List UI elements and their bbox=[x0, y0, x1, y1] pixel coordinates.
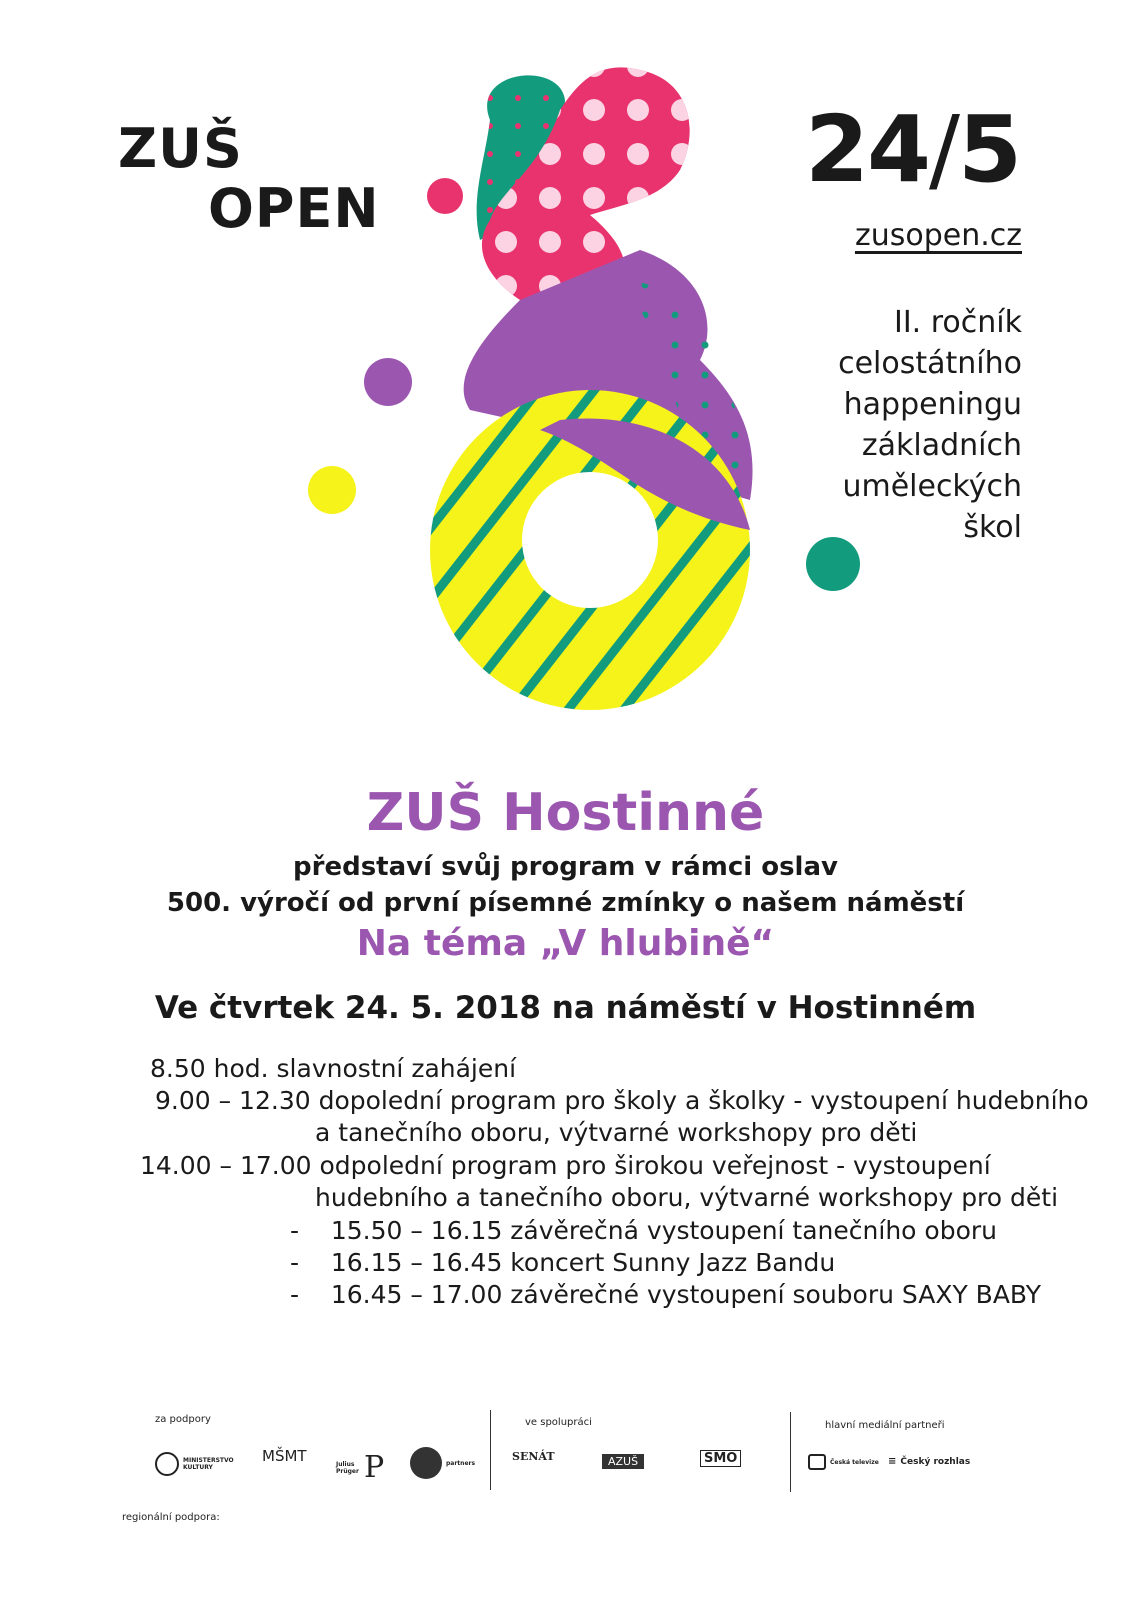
sub-program-item bbox=[290, 1279, 1041, 1311]
logo-zus-text: ZUŠ bbox=[118, 117, 243, 180]
program-continuation: a tanečního oboru, výtvarné workshopy pro děti bbox=[315, 1118, 918, 1147]
logo-cro-text: Český rozhlas bbox=[900, 1456, 971, 1467]
program-item bbox=[155, 1085, 1089, 1117]
intro-line-1: představí svůj program v rámci oslav bbox=[293, 852, 838, 882]
logo-ministry-culture bbox=[155, 1452, 245, 1476]
program-time: 8.50 hod. bbox=[150, 1054, 269, 1083]
cooperation-label: ve spolupráci bbox=[525, 1417, 592, 1428]
regional-support-label: regionální podpora: bbox=[122, 1512, 220, 1523]
sub-program-dash: - bbox=[290, 1248, 300, 1277]
logo-senat bbox=[512, 1450, 555, 1463]
logo-smo bbox=[700, 1450, 741, 1467]
logo-pruger-text: Julius Prüger bbox=[336, 1460, 359, 1475]
sub-program-item bbox=[290, 1247, 835, 1279]
sub-program-dash: - bbox=[290, 1280, 300, 1309]
logo-smo-text: SMO bbox=[700, 1450, 741, 1467]
event-date-slash: / bbox=[928, 96, 958, 203]
logo-azus bbox=[602, 1454, 644, 1469]
dot-purple bbox=[364, 358, 412, 406]
logo-open-text: OPEN bbox=[208, 177, 380, 240]
ct-mark-icon bbox=[808, 1454, 826, 1470]
subtitle bbox=[770, 302, 1022, 548]
partner-circle-icon bbox=[410, 1447, 442, 1479]
program-text: dopolední program pro školy a školky - vystoupení hudebního bbox=[318, 1086, 1089, 1115]
logo-cesky-rozhlas bbox=[888, 1456, 970, 1467]
sub-program-text: 15.50 – 16.15 závěrečná vystoupení tanečního oboru bbox=[330, 1216, 997, 1245]
logo-azus-text: AZUŠ bbox=[602, 1454, 644, 1469]
sub-program-text: 16.15 – 16.45 koncert Sunny Jazz Bandu bbox=[330, 1248, 836, 1277]
website-link[interactable]: zusopen.cz bbox=[854, 218, 1022, 253]
support-label: za podpory bbox=[155, 1414, 211, 1425]
pruger-p-icon: P bbox=[364, 1450, 385, 1485]
logo-ceska-televize bbox=[808, 1454, 879, 1470]
program-item bbox=[150, 1053, 516, 1085]
dot-yellow bbox=[308, 466, 356, 514]
intro-line-2: 500. výročí od první písemné zmínky o našem náměstí bbox=[166, 888, 965, 918]
logo-partner bbox=[410, 1447, 475, 1479]
program-continuation: hudebního a tanečního oboru, výtvarné workshopy pro děti bbox=[315, 1183, 1059, 1212]
school-name: ZUŠ Hostinné bbox=[366, 783, 765, 843]
subtitle-line: základních bbox=[861, 428, 1022, 463]
subtitle-line: škol bbox=[963, 510, 1022, 545]
sub-program-text: 16.45 – 17.00 závěrečné vystoupení souboru SAXY BABY bbox=[330, 1280, 1041, 1309]
event-date bbox=[790, 96, 1020, 203]
event-when: Ve čtvrtek 24. 5. 2018 na náměstí v Hostinném bbox=[154, 990, 977, 1026]
logo-ct-text: Česká televize bbox=[830, 1458, 879, 1466]
ministry-mark-icon bbox=[155, 1452, 179, 1476]
logo-senat-text: SENÁT bbox=[512, 1450, 555, 1463]
theme-title: Na téma „V hlubině“ bbox=[356, 923, 775, 964]
subtitle-line: uměleckých bbox=[842, 469, 1022, 504]
event-date-day: 24 bbox=[804, 96, 929, 203]
logo-msmt bbox=[262, 1447, 307, 1465]
media-label: hlavní mediální partneři bbox=[825, 1420, 945, 1431]
program-time: 9.00 – 12.30 bbox=[155, 1086, 311, 1115]
logo-pruger bbox=[336, 1450, 384, 1485]
ring-hole bbox=[522, 472, 658, 608]
program-time: 14.00 – 17.00 bbox=[140, 1151, 312, 1180]
cro-mark-icon: ≡ bbox=[888, 1456, 897, 1467]
subtitle-line: happeningu bbox=[843, 387, 1022, 422]
program-text: slavnostní zahájení bbox=[276, 1054, 517, 1083]
program-text: odpolední program pro širokou veřejnost - vystoupení bbox=[319, 1151, 991, 1180]
sub-program-dash: - bbox=[290, 1216, 300, 1245]
subtitle-line: celostátního bbox=[838, 346, 1022, 381]
event-date-month: 5 bbox=[957, 96, 1020, 203]
program-item bbox=[140, 1150, 991, 1182]
footer-divider bbox=[490, 1410, 491, 1490]
logo-msmt-text: MŠMT bbox=[262, 1447, 307, 1465]
logo-partner-text: partners bbox=[446, 1459, 476, 1467]
footer-divider bbox=[790, 1412, 791, 1492]
subtitle-line: II. ročník bbox=[893, 305, 1022, 340]
dot-pink bbox=[427, 178, 463, 214]
sub-program-item bbox=[290, 1215, 997, 1247]
logo-ministry-text: MINISTERSTVO KULTURY bbox=[183, 1457, 234, 1471]
